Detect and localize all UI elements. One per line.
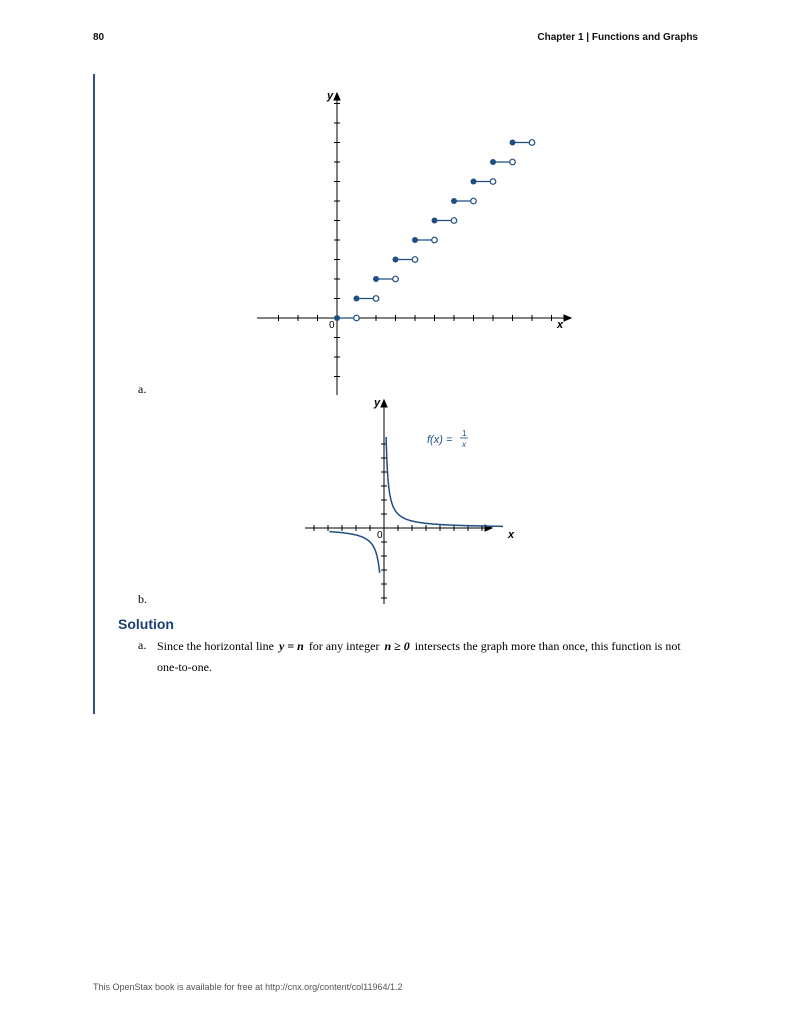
graph-a-closed-point (393, 257, 399, 263)
graph-a-label: a. (138, 382, 147, 396)
graph-a-step-function (255, 85, 575, 395)
page-footer: This OpenStax book is available for free at http://cnx.org/content/col11964/1.2 (93, 982, 403, 992)
graph-b-y-arrow (381, 400, 387, 407)
graph-a-y-arrow (334, 93, 340, 100)
graph-a-open-point (529, 140, 535, 146)
graph-a-open-point (510, 159, 516, 165)
graph-b-fraction-numerator: 1 (462, 429, 467, 438)
graph-a-open-point (412, 257, 418, 263)
graph-b-x-label: x (508, 529, 515, 541)
graph-a-open-point (451, 218, 457, 224)
graph-a-axes (257, 93, 571, 395)
graph-b-ticks (305, 444, 482, 604)
graph-b-curve-positive (386, 437, 503, 526)
graph-a-closed-point (373, 276, 379, 282)
solution-item-a-text (157, 636, 702, 678)
solution-heading: Solution (118, 616, 174, 632)
graph-a-open-point (354, 315, 360, 321)
graph-b-y-label: y (374, 397, 381, 409)
solution-text-3: intersects the graph more than once, this function is not one-to-one. (157, 639, 681, 674)
graph-a-closed-point (354, 296, 360, 302)
solution-text-2: for any integer (308, 639, 380, 653)
side-rule (93, 74, 95, 714)
graph-a-closed-point (412, 237, 418, 243)
solution-math-2: n ≥ 0 (384, 639, 410, 653)
graph-a-origin-label: 0 (329, 320, 335, 331)
graph-a-closed-point (471, 179, 477, 185)
graph-b-curve-negative (329, 532, 379, 573)
chapter-title: Chapter 1 | Functions and Graphs (537, 32, 698, 43)
graph-a-open-point (490, 179, 496, 185)
graph-a-open-point (471, 198, 477, 204)
graph-b-label: b. (138, 592, 147, 606)
graph-a-open-point (393, 276, 399, 282)
graph-a-closed-point (334, 315, 340, 321)
graph-b-function-label (427, 429, 468, 449)
graph-a-steps (334, 140, 535, 322)
graph-a-y-label: y (327, 90, 334, 102)
graph-a-closed-point (432, 218, 438, 224)
graph-b-reciprocal-function (305, 392, 525, 604)
graph-a-closed-point (490, 159, 496, 165)
graph-b-function-name: f(x) = (427, 434, 453, 446)
graph-b-fraction-denominator: x (462, 440, 466, 449)
graph-a-closed-point (451, 198, 457, 204)
graph-a-open-point (373, 296, 379, 302)
graph-a-x-arrow (564, 315, 571, 321)
page-number: 80 (93, 32, 105, 43)
graph-a-x-label: x (557, 319, 564, 331)
solution-math-1: y = n (278, 639, 304, 653)
graph-a-open-point (432, 237, 438, 243)
solution-item-a-marker: a. (138, 638, 147, 652)
solution-text-1: Since the horizontal line (157, 639, 274, 653)
graph-b-origin-label: 0 (377, 530, 383, 541)
graph-a-closed-point (510, 140, 516, 146)
